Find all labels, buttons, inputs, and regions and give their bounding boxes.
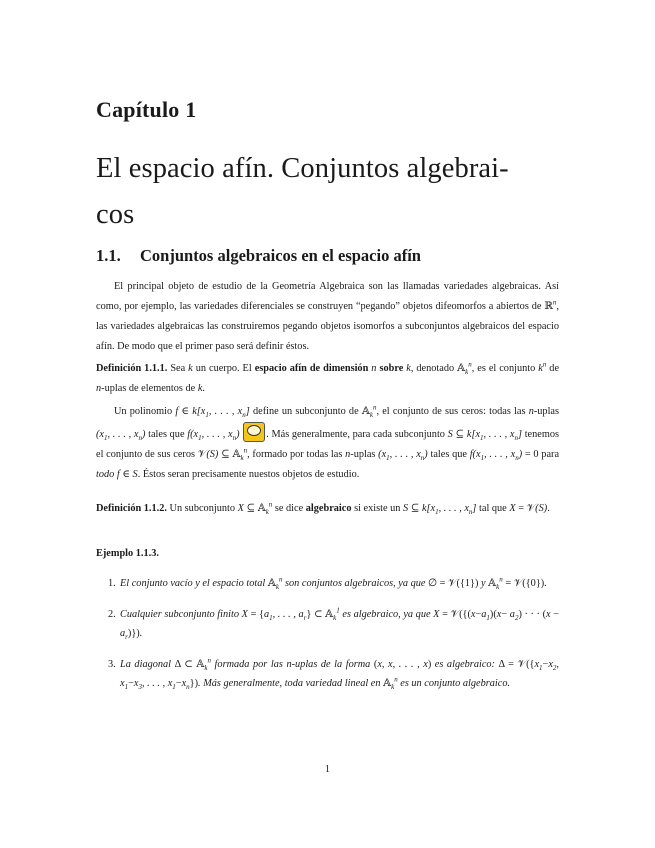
comment-note-icon[interactable] (243, 422, 265, 442)
defined-term: espacio afín de dimensión (254, 363, 369, 374)
intro-paragraph: El principal objeto de estudio de la Geometría Algebraica son las llamadas variedades algebraicas. Así como, por ejemplo, las variedades diferenciales se construyen “pegando” objetos difeomorfos a abiertos de ℝ$^n$, las variedades algebraicas las construiremos pegando objetos isomorfos a subconjuntos algebraicos del espacio afín. De modo que el primer paso será definir éstos. (96, 281, 559, 352)
zeros-paragraph: Un polinomio f ∈ $k[x_1$, . . . , $x_n$] define un subconjunto de 𝔸$_k^n$, el conjunto de sus ceros: todas las n-uplas ($x_1$, . . . , $x_n$) tales que $f(x_1$, . . . , $x_n$) . Más generalmente, para cada subconjunto S ⊆ $k[x_1$, . . . , $x_n$] tenemos el conjunto de sus ceros 𝒱(S) ⊆ 𝔸$_k^n$, formado por todas las n-uplas ($x_1$, . . . , $x_n$) tales que $f(x_1$, . . . , $x_n) = 0$ para todo f ∈ S. Éstos seran precisamente nuestos objetos de estudio. (96, 403, 560, 480)
definition-1-1-2: Definición 1.1.2. Un subconjunto X ⊆ 𝔸$_k^n$ se dice algebraico si existe un S ⊆ $k[x_1$, . . . , $x_n$] tal que X = 𝒱(S). (96, 500, 550, 517)
defined-term: algebraico (305, 503, 352, 514)
definition-label: Definición 1.1.2. (96, 503, 167, 514)
definition-1-1-1: Definición 1.1.1. Sea k un cuerpo. El espacio afín de dimensión n sobre k, denotado 𝔸$_k^n$, es el conjunto $k^n$ de n-uplas de elementos de k. (96, 360, 560, 394)
list-item: 2. Cualquier subconjunto finito $X = \{a_1$, . . . , $a_r$} ⊂ 𝔸$_k^1$ es algebraico, ya que $X = 𝒱(\{(x-a_1)(x- a_2)$ · · · $(x - a_r)$}). (108, 606, 560, 642)
chapter-title: El espacio afín. Conjuntos algebrai- cos (96, 153, 509, 230)
page-number: 1 (324, 764, 331, 775)
list-item: 3. La diagonal Δ ⊂ 𝔸$_k^n$ formada por las n-uplas de la forma (x, x, . . . , x) es algebraico: $\Delta = 𝒱(\{x_1-x_2$, $x_1-x_3$, . . . , $x_1-x_n$}). Más generalmente, toda variedad lineal en 𝔸$_k^n$ es un conjunto algebraico. (108, 656, 559, 692)
definition-label: Definición 1.1.1. (96, 363, 168, 374)
section-number: 1.1. (96, 246, 121, 265)
intro-text-2: , las variedades algebraicas las construiremos pegando objetos isomorfos a subconjuntos algebraicos del espacio afín. De modo que el primer paso será definir éstos. (96, 301, 559, 352)
chapter-label: Capítulo 1 (96, 97, 197, 122)
section-heading (96, 246, 421, 266)
list-item: 1. El conjunto vacío y el espacio total 𝔸$_k^n$ son conjuntos algebraicos, ya que ∅ = 𝒱({1}) y 𝔸$_k^n$ = 𝒱({0}). (108, 575, 547, 592)
intro-text-1: El principal objeto de estudio de la Geometría Algebraica son las llamadas variedades algebraicas. Así como, por ejemplo, las variedades diferenciales se construyen “pegando” objetos difeomorfos a abiertos de (96, 281, 559, 312)
example-list (96, 574, 559, 693)
section-title: Conjuntos algebraicos en el espacio afín (140, 246, 421, 265)
example-heading: Ejemplo 1.1.3. (96, 548, 159, 559)
